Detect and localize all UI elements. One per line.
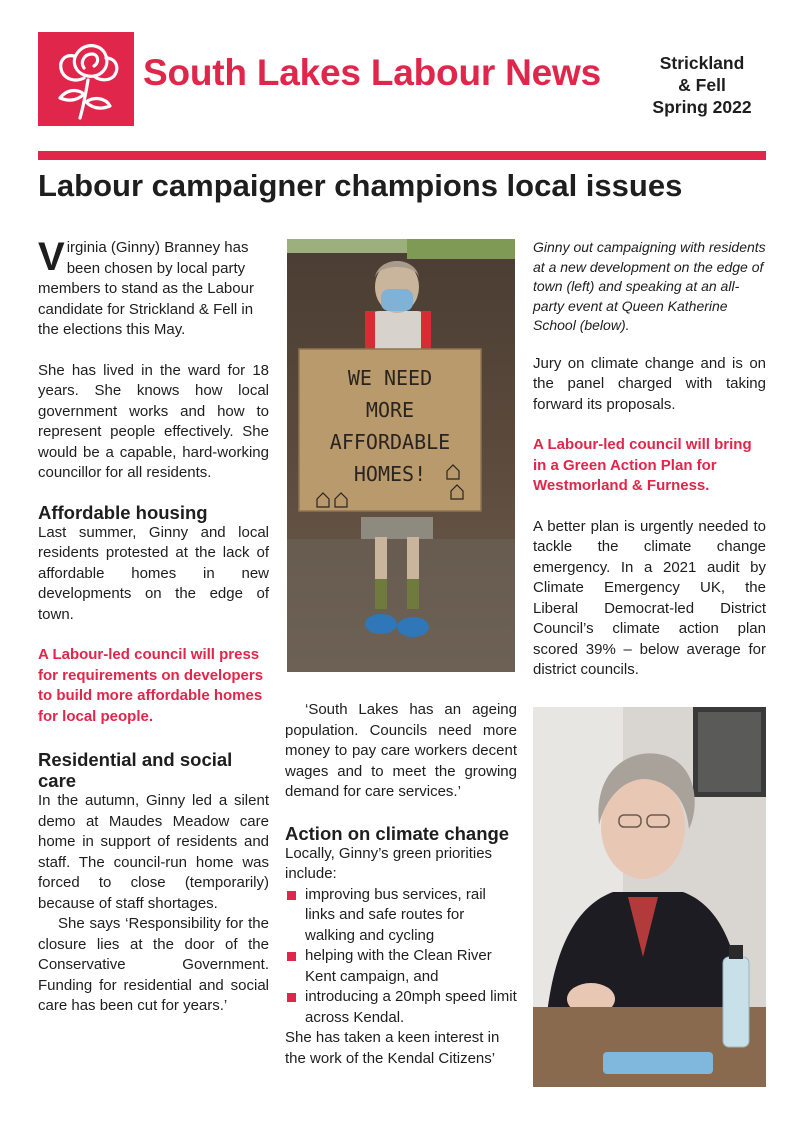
newsletter-title: South Lakes Labour News [143, 52, 601, 93]
climate-heading: Action on climate change [285, 822, 510, 844]
edition-ward-line1: Strickland [659, 53, 745, 73]
housing-pledge: A Labour-led council will press for requirements on developers to build more affordable homes for local people. [38, 646, 264, 725]
care-quote: She says ‘Responsibility for the closure lies at the door of the Conservative Government. Funding for residential and social care has been cut for years.’ [38, 915, 269, 1014]
housing-text: Last summer, Ginny and local residents protested at the lack of affordable homes in new developments on the edge of town. [38, 523, 269, 623]
speaking-photo [533, 707, 766, 1087]
header-divider [38, 151, 766, 160]
care-heading: Residential and social care [38, 749, 233, 791]
citizens-jury-continued: Jury on climate change and is on the panel charged with taking forward its proposals. [533, 354, 766, 413]
candidate-background: She has lived in the ward for 18 years. She knows how local government works and how to represent people effectively. She would be a capable, hard-working councillor for all residents. [38, 361, 269, 481]
drop-cap: V [38, 235, 65, 279]
list-item: improving bus services, rail links and safe routes for walking and cycling [285, 885, 517, 947]
rose-icon [38, 32, 134, 126]
column-3 [533, 238, 766, 681]
green-priorities-list [285, 885, 517, 1029]
sign-text-line2: MORE [365, 398, 415, 422]
column-1 [38, 235, 269, 1017]
edition-season: Spring 2022 [652, 97, 752, 117]
page-headline: Labour campaigner champions local issues [38, 168, 683, 203]
labour-rose-logo [38, 32, 134, 126]
sign-text-line1: WE NEED [347, 366, 433, 390]
care-text: In the autumn, Ginny led a silent demo at Maudes Meadow care home in support of residents and staff. The council-run home was forced to close (temporarily) because of staff shortages. [38, 792, 269, 912]
column-2 [285, 700, 517, 1069]
protest-photo [287, 239, 515, 672]
housing-heading: Affordable housing [38, 501, 208, 523]
citizens-jury-text: She has taken a keen interest in the work of the Kendal Citizens’ [285, 1029, 500, 1067]
list-item: helping with the Clean River Kent campaign, and [285, 946, 517, 987]
photo-caption: Ginny out campaigning with residents at a new development on the edge of town (left) and speaking at an all-party event at Queen Katherine School (below). [533, 239, 766, 333]
intro-text: irginia (Ginny) Branney has been chosen by local party members to stand as the Labour candidate for Strickland & Fell in the elections this May. [38, 239, 254, 338]
intro-paragraph [38, 235, 269, 341]
green-action-pledge: A Labour-led council will bring in a Green Action Plan for Westmorland & Furness. [533, 436, 752, 494]
edition-info [642, 52, 762, 118]
edition-ward-line2: & Fell [678, 75, 726, 95]
climate-audit-text: A better plan is urgently needed to tackle the climate change emergency. In a 2021 audit by Climate Emergency UK, the Liberal Democrat-led District Council’s climate action plan scored 39% – below average for district councils. [533, 517, 766, 678]
sign-text-line3: AFFORDABLE [329, 430, 451, 454]
funding-quote: ‘South Lakes has an ageing population. Councils need more money to pay care workers decent wages and to meet the growing demand for care services.’ [285, 701, 517, 800]
sign-text-line4: HOMES! [353, 462, 427, 486]
climate-intro: Locally, Ginny’s green priorities include: [285, 844, 493, 882]
list-item: introducing a 20mph speed limit across Kendal. [285, 987, 517, 1028]
